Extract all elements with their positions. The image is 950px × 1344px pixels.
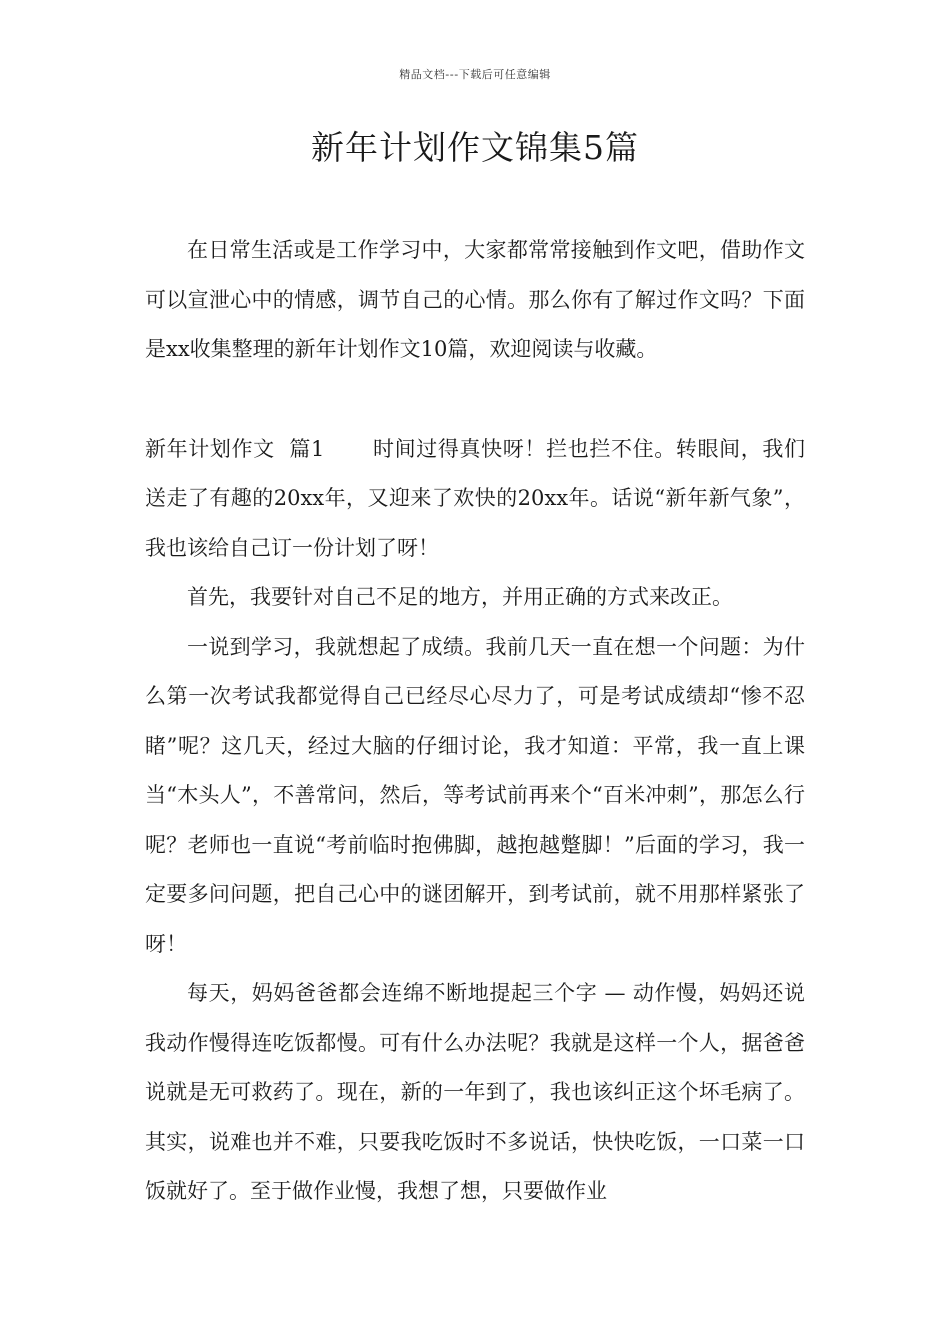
document-body bbox=[145, 226, 805, 1217]
paragraph: 首先，我要针对自己不足的地方，并用正确的方式来改正。 bbox=[187, 585, 733, 609]
paragraph: 一说到学习，我就想起了成绩。我前几天一直在想一个问题：为什么第一次考试我都觉得自己已经尽心尽力了，可是考试成绩却“惨不忍睹”呢？这几天，经过大脑的仔细讨论，我才知道：平常，我一直上课当“木头人”，不善常问，然后，等考试前再来个“百米冲刺”，那怎么行呢？老师也一直说“考前临时抱佛脚，越抱越蹩脚！”后面的学习，我一定要多问问题，把自己心中的谜团解开，到考试前，就不用那样紧张了呀！ bbox=[145, 634, 805, 956]
section-1-opening bbox=[145, 425, 805, 574]
intro-paragraph: 在日常生活或是工作学习中，大家都常常接触到作文吧，借助作文可以宣泄心中的情感，调节自己的心情。那么你有了解过作文吗？下面是xx收集整理的新年计划作文10篇，欢迎阅读与收藏。 bbox=[145, 238, 805, 361]
document-title: 新年计划作文锦集5篇 bbox=[311, 128, 639, 167]
header-note: 精品文档---下载后可任意编辑 bbox=[399, 68, 551, 81]
section-1-label: 新年计划作文 篇1 bbox=[145, 436, 325, 461]
paragraph: 每天，妈妈爸爸都会连绵不断地提起三个字 — 动作慢，妈妈还说我动作慢得连吃饭都慢。可有什么办法呢？我就是这样一个人，据爸爸说就是无可救药了。现在，新的一年到了，我也该纠正这个坏毛病了。其实，说难也并不难，只要我吃饭时不多说话，快快吃饭，一口菜一口饭就好了。至于做作业慢，我想了想，只要做作业 bbox=[145, 981, 805, 1203]
section-1-first-paragraph: 时间过得真快呀！拦也拦不住。转眼间，我们送走了有趣的20xx年，又迎来了欢快的20xx年。话说“新年新气象”，我也该给自己订一份计划了呀！ bbox=[145, 436, 805, 560]
